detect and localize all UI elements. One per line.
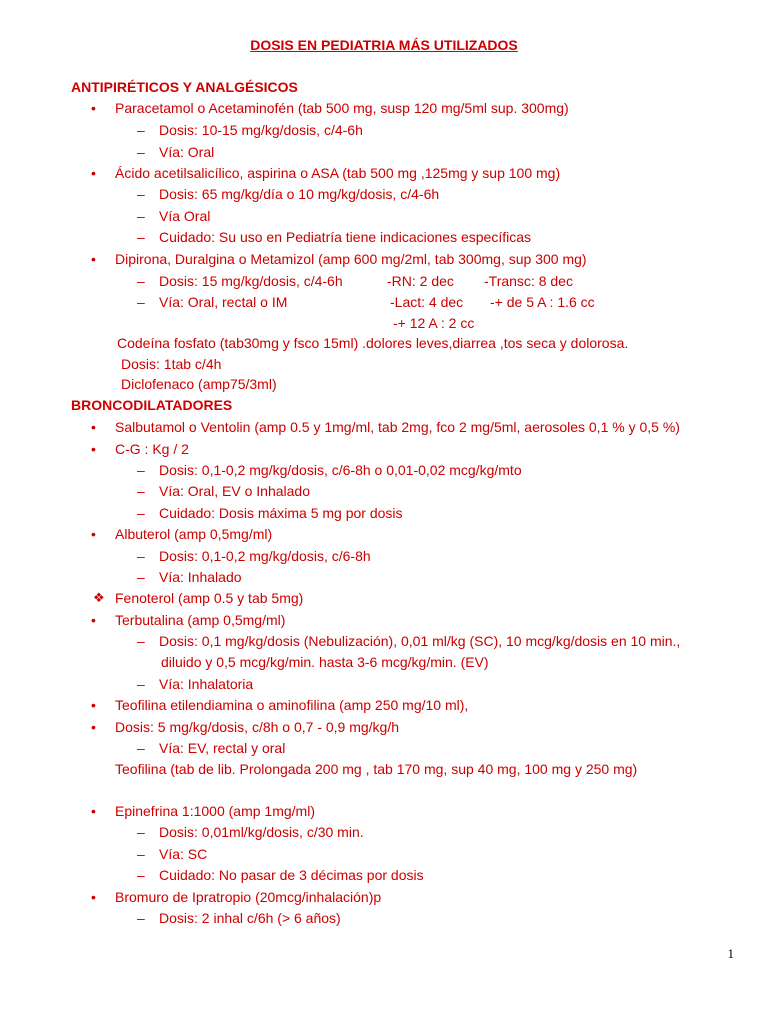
drug-detail: Vía: Oral, EV o Inhalado [159, 483, 310, 499]
bullet-marker: • [91, 719, 96, 735]
drug-item: Epinefrina 1:1000 (amp 1mg/ml) [115, 803, 315, 819]
dose-table-cell: -+ de 5 A : 1.6 cc [490, 294, 595, 310]
drug-detail: Vía: Inhalatoria [159, 676, 254, 692]
dash-marker: – [137, 633, 145, 649]
drug-item: C-G : Kg / 2 [115, 441, 189, 457]
drug-detail-continued: diluido y 0,5 mcg/kg/min. hasta 3-6 mcg/kg/min. (EV) [161, 654, 489, 670]
dash-marker: – [137, 273, 145, 289]
drug-detail: Vía Oral [159, 208, 211, 224]
dash-marker: – [137, 122, 145, 138]
dash-marker: – [137, 462, 145, 478]
dose-table-cell: -+ 12 A : 2 cc [393, 315, 475, 331]
drug-detail: Cuidado: No pasar de 3 décimas por dosis [159, 867, 424, 883]
drug-detail: Cuidado: Dosis máxima 5 mg por dosis [159, 505, 403, 521]
drug-detail: Vía: Inhalado [159, 569, 242, 585]
drug-detail: Cuidado: Su uso en Pediatría tiene indicaciones específicas [159, 229, 532, 245]
drug-item: Bromuro de Ipratropio (20mcg/inhalación)p [115, 889, 382, 905]
bullet-marker: • [91, 803, 96, 819]
drug-item: Fenoterol (amp 0.5 y tab 5mg) [115, 590, 304, 606]
diamond-marker: ❖ [93, 590, 105, 605]
bullet-marker: • [91, 697, 96, 713]
drug-detail: Dosis: 2 inhal c/6h (> 6 años) [159, 910, 341, 926]
bullet-marker: • [91, 100, 96, 116]
drug-detail: Dosis: 15 mg/kg/dosis, c/4-6h [159, 273, 343, 289]
drug-item: Terbutalina (amp 0,5mg/ml) [115, 612, 286, 628]
bullet-marker: • [91, 419, 96, 435]
drug-detail: Vía: EV, rectal y oral [159, 740, 286, 756]
drug-detail: Dosis: 0,01ml/kg/dosis, c/30 min. [159, 824, 364, 840]
page-number: 1 [727, 946, 734, 961]
bullet-marker: • [91, 441, 96, 457]
dash-marker: – [137, 483, 145, 499]
drug-item: Salbutamol o Ventolin (amp 0.5 y 1mg/ml, tab 2mg, fco 2 mg/5ml, aerosoles 0,1 % y 0,5 %) [115, 419, 680, 435]
drug-detail: Vía: Oral, rectal o IM [159, 294, 288, 310]
bullet-marker: • [91, 889, 96, 905]
dash-marker: – [137, 505, 145, 521]
drug-note: Codeína fosfato (tab30mg y fsco 15ml) .dolores leves,diarrea ,tos seca y dolorosa. [117, 335, 629, 351]
dash-marker: – [137, 824, 145, 840]
dose-table-cell: -Lact: 4 dec [390, 294, 464, 310]
drug-item: Teofilina etilendiamina o aminofilina (amp 250 mg/10 ml), [115, 697, 469, 713]
section-heading: BRONCODILATADORES [71, 397, 233, 413]
drug-note: Diclofenaco (amp75/3ml) [121, 376, 277, 392]
drug-item: Dosis: 5 mg/kg/dosis, c/8h o 0,7 - 0,9 mg/kg/h [115, 719, 400, 735]
bullet-marker: • [91, 251, 96, 267]
drug-note: Dosis: 1tab c/4h [121, 356, 222, 372]
drug-detail: Dosis: 10-15 mg/kg/dosis, c/4-6h [159, 122, 363, 138]
drug-item: Paracetamol o Acetaminofén (tab 500 mg, susp 120 mg/5ml sup. 300mg) [115, 100, 569, 116]
drug-item: Albuterol (amp 0,5mg/ml) [115, 526, 273, 542]
dash-marker: – [137, 867, 145, 883]
drug-detail: Vía: SC [159, 846, 208, 862]
drug-detail: Dosis: 65 mg/kg/día o 10 mg/kg/dosis, c/4-6h [159, 186, 440, 202]
drug-note: Teofilina (tab de lib. Prolongada 200 mg , tab 170 mg, sup 40 mg, 100 mg y 250 mg) [115, 761, 638, 777]
drug-item: Dipirona, Duralgina o Metamizol (amp 600 mg/2ml, tab 300mg, sup 300 mg) [115, 251, 587, 267]
section-heading: ANTIPIRÉTICOS Y ANALGÉSICOS [71, 79, 298, 95]
dash-marker: – [137, 910, 145, 926]
bullet-marker: • [91, 165, 96, 181]
dash-marker: – [137, 186, 145, 202]
dash-marker: – [137, 676, 145, 692]
drug-item: Ácido acetilsalicílico, aspirina o ASA (tab 500 mg ,125mg y sup 100 mg) [115, 165, 561, 181]
dash-marker: – [137, 294, 145, 310]
dash-marker: – [137, 846, 145, 862]
dash-marker: – [137, 548, 145, 564]
dash-marker: – [137, 208, 145, 224]
drug-detail: Dosis: 0,1-0,2 mg/kg/dosis, c/6-8h o 0,01-0,02 mcg/kg/mto [159, 462, 522, 478]
bullet-marker: • [91, 612, 96, 628]
page-title: DOSIS EN PEDIATRIA MÁS UTILIZADOS [250, 37, 518, 53]
dash-marker: – [137, 569, 145, 585]
bullet-marker: • [91, 526, 96, 542]
dash-marker: – [137, 740, 145, 756]
dash-marker: – [137, 144, 145, 160]
drug-detail: Dosis: 0,1-0,2 mg/kg/dosis, c/6-8h [159, 548, 371, 564]
dose-table-cell: -RN: 2 dec [387, 273, 454, 289]
drug-detail: Vía: Oral [159, 144, 215, 160]
dose-table-cell: -Transc: 8 dec [484, 273, 573, 289]
dash-marker: – [137, 229, 145, 245]
drug-detail: Dosis: 0,1 mg/kg/dosis (Nebulización), 0,01 ml/kg (SC), 10 mcg/kg/dosis en 10 min., [159, 633, 681, 649]
